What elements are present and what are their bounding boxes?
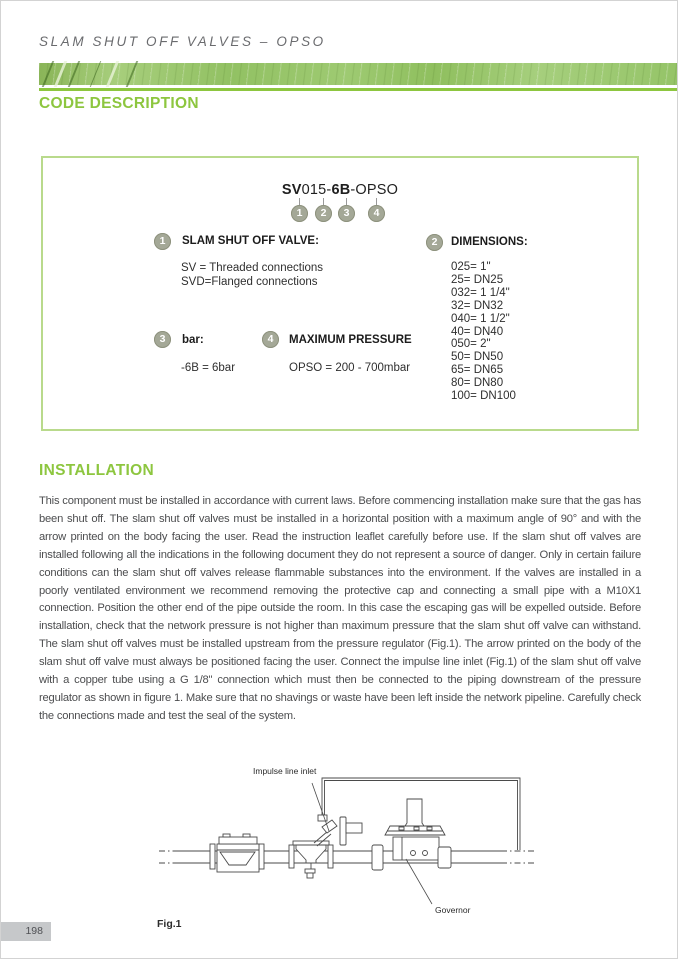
governor-device	[372, 799, 451, 870]
governor-label-leader	[406, 859, 432, 904]
group-2-title: DIMENSIONS:	[451, 236, 528, 248]
group-1-marker: 1	[154, 233, 171, 250]
impulse-line-inlet-label: Impulse line inlet	[253, 766, 317, 776]
dimension-line: 040= 1 1/2"	[451, 312, 510, 325]
dimension-line: 50= DN50	[451, 351, 504, 364]
banner-underline	[39, 88, 677, 91]
group-4-lines	[289, 361, 410, 375]
green-banner	[39, 63, 677, 85]
banner-streak	[90, 61, 102, 87]
code-marker-4: 4	[368, 205, 385, 222]
page-number-badge: 198	[1, 922, 51, 941]
banner-streak	[42, 61, 55, 87]
code-part-bar: 6B	[331, 182, 351, 198]
group-1-line: SVD=Flanged connections	[181, 276, 318, 288]
dimension-line: 032= 1 1/4"	[451, 286, 510, 299]
code-part-sv: SV	[281, 182, 302, 198]
group-4-marker: 4	[262, 331, 279, 348]
installation-paragraph: This component must be installed in accordance with current laws. Before commencing installation make sure that the gas has been shut off. The slam shut off valves must be installed in a horizontal position with a maximum angle of 90° and with the arrow printed on the body facing the user. Read the instruction leaflet carefully before use. If the slam shut off valves are installed following all the indications in the following document they do not represent a source of danger. Only in certain failure conditions can the slam shut off valves release flammable substances into the environment. If the valves are installed in a poorly ventilated environment we recommend removing the protective cap and connecting a small pipe with a M10X1 connection. Position the other end of the pipe outside the room. In this case the escaping gas will be expelled outside. Before installation, check that the network pressure is not higher than maximum pressure that the slam shut off valve can withstand. The slam shut off valves must be installed upstream from the pressure regulator (Fig.1). The arrow printed on the body of the slam shut off valve must always be positioned facing the user. Connect the impulse line inlet (Fig.1) of the slam shut off valve with a copper tube using a G 1/8" connection which must then be connected to the piping downstream of the pressure regulator as shown in figure 1. Make sure that no shavings or waste have been left inside the network pipeline. Carefully check the connections made and test the seal of the system.	[39, 495, 641, 722]
group-1-lines	[181, 261, 323, 289]
code-marker-1: 1	[291, 205, 308, 222]
dimension-line: 100= DN100	[451, 390, 516, 403]
banner-streak	[54, 61, 68, 87]
installation-figure	[156, 757, 548, 929]
page-header-title: SLAM SHUT OFF VALVES – OPSO	[39, 34, 326, 49]
group-3-lines	[181, 361, 235, 375]
banner-streak	[106, 61, 120, 87]
code-part-opso: -OPSO	[350, 182, 399, 198]
group-3-line: -6B = 6bar	[181, 362, 236, 374]
group-4-line: OPSO = 200 - 700mbar	[289, 362, 411, 374]
dimension-line: 32= DN32	[451, 299, 504, 312]
banner-streak	[68, 61, 81, 87]
group-3-title: bar:	[182, 334, 204, 346]
banner-streak	[126, 61, 139, 87]
product-code	[43, 182, 637, 198]
code-description-box	[41, 156, 639, 431]
group-2-marker: 2	[426, 234, 443, 251]
group-4-title: MAXIMUM PRESSURE	[289, 334, 412, 346]
code-part-size: 015-	[301, 182, 332, 198]
group-3-marker: 3	[154, 331, 171, 348]
code-marker-3: 3	[338, 205, 355, 222]
group-1-title: SLAM SHUT OFF VALVE:	[182, 235, 319, 247]
dimension-line: 050= 2"	[451, 338, 491, 351]
figure-caption: Fig.1	[157, 918, 182, 930]
installation-heading: INSTALLATION	[39, 462, 154, 479]
slam-shut-valve-device	[289, 815, 362, 878]
group-1-line: SV = Threaded connections	[181, 262, 324, 274]
dimension-line: 65= DN65	[451, 364, 504, 377]
impulse-label-leader	[312, 783, 329, 831]
meter-device	[210, 834, 264, 872]
dimension-line: 40= DN40	[451, 325, 504, 338]
dimension-line: 025= 1"	[451, 261, 491, 273]
group-2-lines	[451, 261, 516, 403]
code-marker-2: 2	[315, 205, 332, 222]
dimension-line: 25= DN25	[451, 273, 504, 286]
governor-label: Governor	[435, 905, 471, 915]
dimension-line: 80= DN80	[451, 377, 504, 390]
code-description-heading: CODE DESCRIPTION	[39, 95, 199, 112]
